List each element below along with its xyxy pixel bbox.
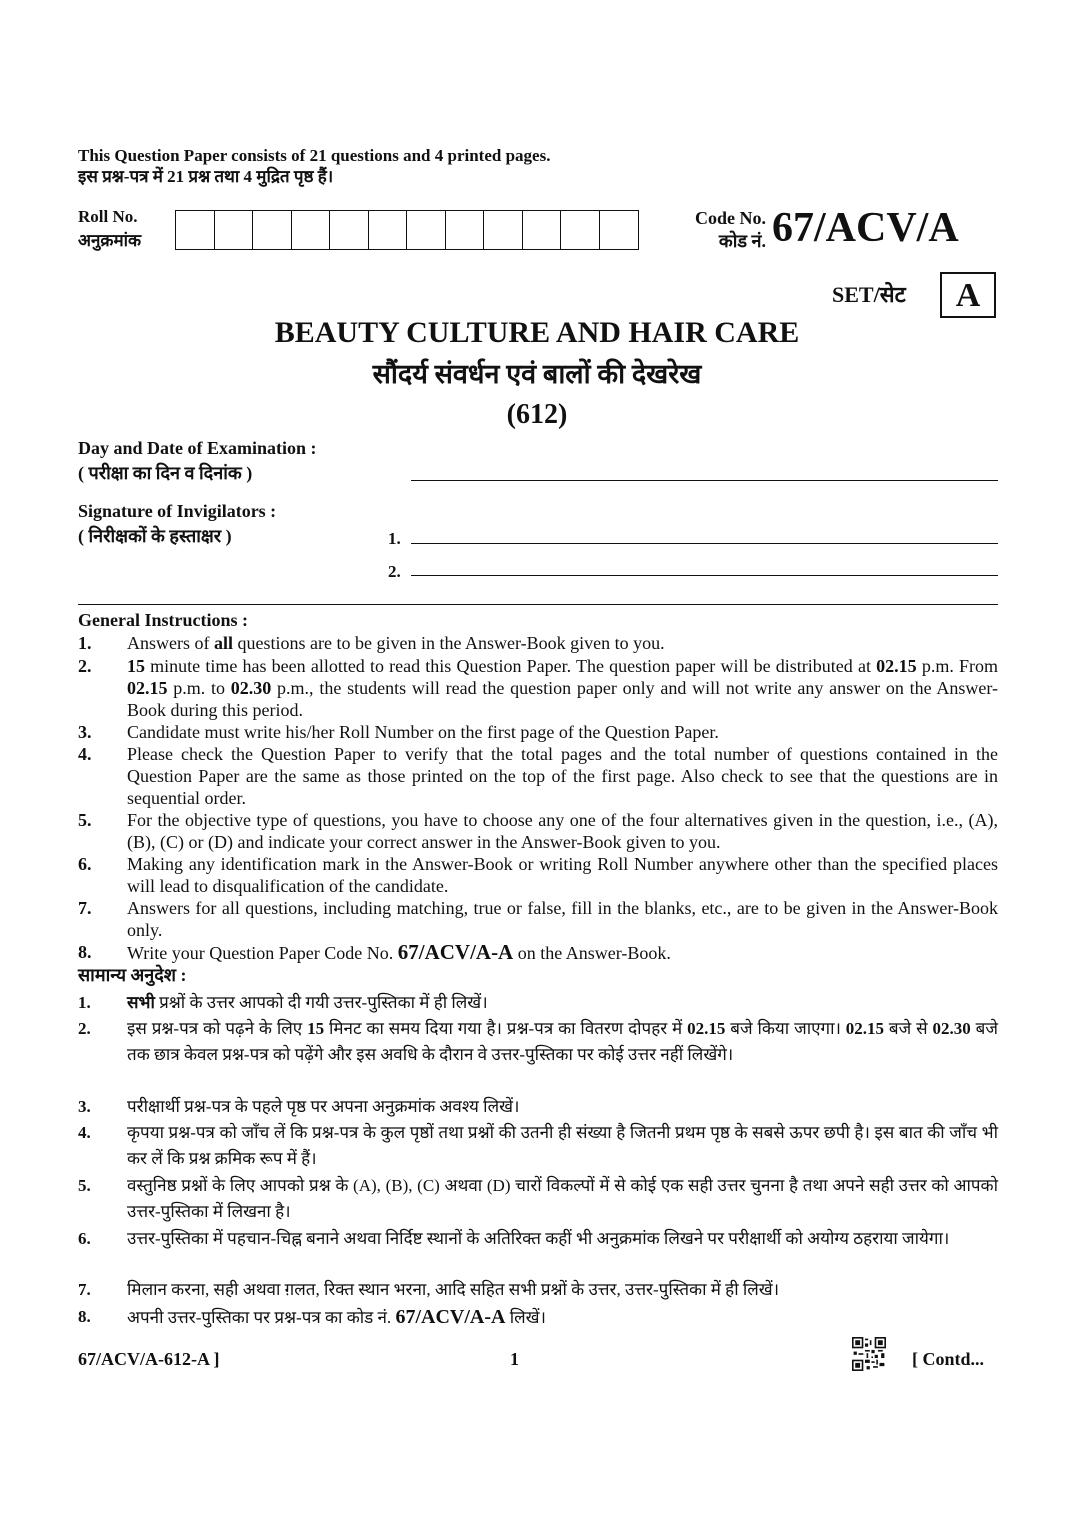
title-english: BEAUTY CULTURE AND HAIR CARE bbox=[274, 316, 800, 349]
roll-box[interactable] bbox=[253, 211, 292, 249]
continued-label: [ Contd... bbox=[912, 1349, 985, 1369]
roll-box[interactable] bbox=[446, 211, 485, 249]
instruction-en-7 bbox=[78, 897, 998, 941]
instruction-text: Candidate must write his/her Roll Number on the first page of the Question Paper. bbox=[127, 722, 719, 742]
sig-label-hi: ( निरीक्षकों के हस्ताक्षर ) bbox=[78, 526, 232, 546]
instruction-number: 6. bbox=[78, 854, 92, 874]
instruction-text: इस प्रश्न-पत्र को पढ़ने के लिए 15 मिनट का समय दिया गया है। प्रश्न-पत्र का वितरण दोपहर में 02.15 बजे किया जाएगा। 02.15 बजे से 02.30 बजे तक छात्र केवल प्रश्न-पत्र को पढ़ेंगे और इस अवधि के दौरान वे उत्तर-पुस्तिका पर कोई उत्तर नहीं लिखेंगे। bbox=[127, 1019, 998, 1064]
title-hindi: सौंदर्य संवर्धन एवं बालों की देखरेख bbox=[372, 359, 702, 389]
roll-box[interactable] bbox=[484, 211, 523, 249]
paper-info-en: This Question Paper consists of 21 questions and 4 printed pages. bbox=[78, 146, 551, 165]
instruction-hi-7 bbox=[78, 1277, 998, 1303]
roll-box[interactable] bbox=[561, 211, 600, 249]
instruction-number: 5. bbox=[78, 1176, 91, 1195]
instruction-text: कृपया प्रश्न-पत्र को जाँच लें कि प्रश्न-पत्र के कुल पृष्ठों तथा प्रश्नों की उतनी ही संख्या है जितनी प्रथम पृष्ठ के सबसे ऊपर छपी है। इस बात की जाँच भी कर लें कि प्रश्न क्रमिक रूप में हैं। bbox=[127, 1123, 998, 1168]
date-label-hi: ( परीक्षा का दिन व दिनांक ) bbox=[78, 463, 253, 483]
instruction-number: 5. bbox=[78, 810, 92, 830]
instruction-number: 3. bbox=[78, 1097, 91, 1116]
section-divider bbox=[78, 604, 998, 605]
instruction-hi-8 bbox=[78, 1304, 998, 1331]
set-label: SET/सेट bbox=[832, 282, 906, 307]
instruction-number: 4. bbox=[78, 744, 92, 764]
roll-box[interactable] bbox=[523, 211, 562, 249]
date-label bbox=[78, 436, 317, 486]
instruction-number: 6. bbox=[78, 1229, 91, 1248]
instruction-text: सभी प्रश्नों के उत्तर आपको दी गयी उत्तर-पुस्तिका में ही लिखें। bbox=[127, 993, 488, 1012]
instruction-number: 2. bbox=[78, 656, 92, 676]
instruction-text: Answers of all questions are to be given in the Answer-Book given to you. bbox=[127, 633, 665, 653]
date-label-en: Day and Date of Examination : bbox=[78, 438, 317, 458]
instruction-en-2 bbox=[78, 655, 998, 721]
instruction-en-3 bbox=[78, 721, 998, 743]
signature-2-line[interactable] bbox=[411, 575, 998, 576]
roll-box[interactable] bbox=[407, 211, 446, 249]
instruction-number: 8. bbox=[78, 942, 92, 962]
code-number: 67/ACV/A bbox=[772, 205, 959, 251]
instruction-hi-3 bbox=[78, 1094, 998, 1120]
instruction-en-5 bbox=[78, 809, 998, 853]
instruction-text: Write your Question Paper Code No. 67/ACV/A-A on the Answer-Book. bbox=[127, 940, 671, 964]
instruction-text: Making any identification mark in the Answer-Book or writing Roll Number anywhere other than the specified places will lead to disqualification of the candidate. bbox=[127, 854, 998, 896]
roll-box[interactable] bbox=[176, 211, 215, 249]
paper-info-hi: इस प्रश्न-पत्र में 21 प्रश्न तथा 4 मुद्रित पृष्ठ हैं। bbox=[78, 167, 334, 186]
footer-code: 67/ACV/A-612-A ] bbox=[78, 1349, 220, 1369]
code-label-hi: कोड नं. bbox=[718, 231, 766, 251]
subject-code: (612) bbox=[506, 399, 568, 430]
instruction-number: 7. bbox=[78, 898, 92, 918]
roll-box[interactable] bbox=[330, 211, 369, 249]
code-label-en: Code No. bbox=[695, 208, 766, 228]
instruction-en-1 bbox=[78, 632, 998, 654]
instruction-text: 15 minute time has been allotted to read this Question Paper. The question paper will be distributed at 02.15 p.m. From 02.15 p.m. to 02.30 p.m., the students will read the question paper only and will not write any answer on the Answer-Book during this period. bbox=[127, 656, 998, 720]
roll-box[interactable] bbox=[369, 211, 408, 249]
instruction-text: मिलान करना, सही अथवा ग़लत, रिक्त स्थान भरना, आदि सहित सभी प्रश्नों के उत्तर, उत्तर-पुस्तिका में ही लिखें। bbox=[127, 1280, 780, 1299]
instruction-text: उत्तर-पुस्तिका में पहचान-चिह्न बनाने अथवा निर्दिष्ट स्थानों के अतिरिक्त कहीं भी अनुक्रमांक लिखने पर परीक्षार्थी को अयोग्य ठहराया जायेगा। bbox=[127, 1229, 950, 1248]
general-instructions-heading-hindi: सामान्य अनुदेश : bbox=[78, 965, 187, 985]
instruction-number: 1. bbox=[78, 993, 91, 1012]
page-number: 1 bbox=[510, 1349, 519, 1369]
instruction-number: 2. bbox=[78, 1019, 91, 1038]
instruction-number: 7. bbox=[78, 1280, 91, 1299]
instruction-number: 4. bbox=[78, 1123, 91, 1142]
signature-1-number: 1. bbox=[388, 529, 401, 548]
instruction-hi-1 bbox=[78, 990, 998, 1016]
instruction-hi-6 bbox=[78, 1226, 998, 1252]
general-instructions-heading: General Instructions : bbox=[78, 610, 248, 630]
instruction-number: 3. bbox=[78, 722, 92, 742]
instruction-hi-4 bbox=[78, 1120, 998, 1172]
code-label bbox=[676, 207, 766, 253]
instruction-hi-5 bbox=[78, 1173, 998, 1225]
sig-label-en: Signature of Invigilators : bbox=[78, 501, 277, 521]
instruction-hi-2 bbox=[78, 1016, 998, 1068]
date-line[interactable] bbox=[411, 480, 998, 481]
roll-number-label bbox=[78, 205, 141, 253]
instruction-text: अपनी उत्तर-पुस्तिका पर प्रश्न-पत्र का कोड नं. 67/ACV/A-A लिखें। bbox=[127, 1306, 546, 1328]
roll-label-hi: अनुक्रमांक bbox=[78, 231, 142, 250]
signature-2-number: 2. bbox=[388, 562, 401, 581]
instruction-text: Answers for all questions, including matching, true or false, fill in the blanks, etc., are to be given in the Answer-Book only. bbox=[127, 898, 998, 940]
signature-label bbox=[78, 499, 276, 549]
roll-box[interactable] bbox=[215, 211, 254, 249]
instruction-text: परीक्षार्थी प्रश्न-पत्र के पहले पृष्ठ पर अपना अनुक्रमांक अवश्य लिखें। bbox=[127, 1097, 520, 1116]
instruction-text: Please check the Question Paper to verify that the total pages and the total number of questions contained in the Question Paper are the same as those printed on the top of the first page. Also check to see that the questions are in sequential order. bbox=[127, 744, 998, 808]
instruction-number: 8. bbox=[78, 1307, 91, 1326]
instruction-en-8 bbox=[78, 941, 998, 964]
instruction-text: For the objective type of questions, you have to choose any one of the four alternatives given in the question, i.e., (A), (B), (C) or (D) and indicate your correct answer in the Answer-Book given to you. bbox=[127, 810, 998, 852]
roll-label-en: Roll No. bbox=[78, 207, 138, 226]
qr-code-icon bbox=[852, 1337, 886, 1371]
roll-box[interactable] bbox=[600, 211, 639, 249]
paper-info bbox=[78, 145, 550, 187]
instruction-en-4 bbox=[78, 743, 998, 809]
roll-box[interactable] bbox=[292, 211, 331, 249]
signature-1-line[interactable] bbox=[411, 543, 998, 544]
roll-number-boxes[interactable] bbox=[175, 210, 639, 250]
instruction-number: 1. bbox=[78, 633, 92, 653]
instruction-en-6 bbox=[78, 853, 998, 897]
instruction-text: वस्तुनिष्ठ प्रश्नों के लिए आपको प्रश्न के (A), (B), (C) अथवा (D) चारों विकल्पों में से कोई एक सही उत्तर चुनना है तथा अपने सही उत्तर को आपको उत्तर-पुस्तिका में लिखना है। bbox=[127, 1176, 998, 1221]
set-value: A bbox=[940, 272, 996, 318]
